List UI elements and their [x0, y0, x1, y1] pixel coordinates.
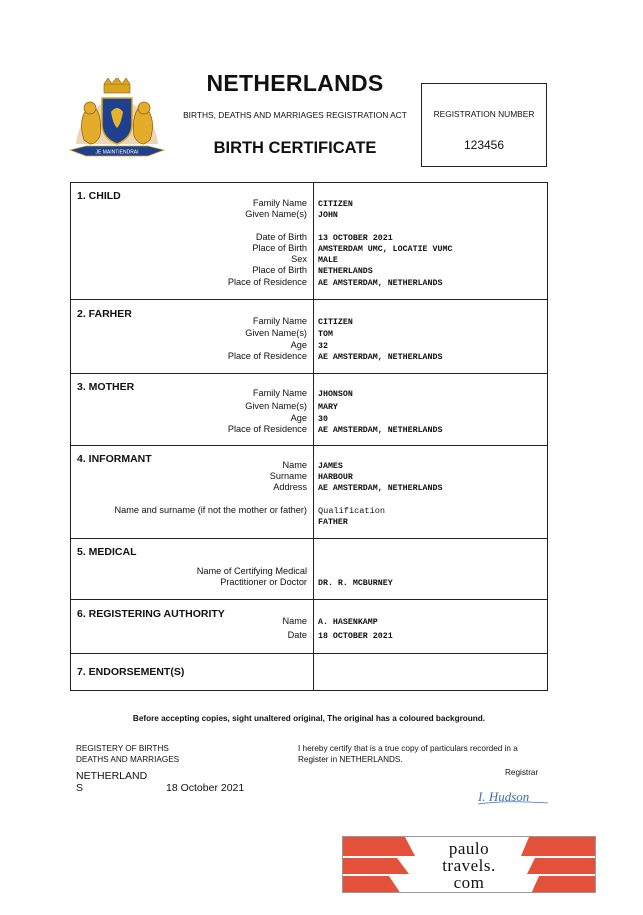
- brand-line: com: [453, 873, 485, 892]
- field-label: Sex: [291, 254, 307, 264]
- field-label: Place of Residence: [227, 424, 307, 434]
- brand-watermark: [342, 836, 596, 893]
- field-label: Name: [282, 616, 307, 626]
- registration-act: BIRTHS, DEATHS AND MARRIAGES REGISTRATION ACT: [183, 110, 407, 120]
- field-label: Date of Birth: [255, 232, 307, 242]
- field-value: AE AMSTERDAM, NETHERLANDS: [318, 279, 443, 288]
- field-label: Place of Birth: [252, 265, 307, 275]
- registration-number-value: 123456: [463, 138, 505, 152]
- certify-line: Register in NETHERLANDS.: [298, 754, 403, 764]
- certification-statement: [298, 744, 518, 765]
- registrar-label: Registrar: [505, 768, 539, 777]
- section-informant: [71, 446, 547, 539]
- field-label: Surname: [269, 471, 307, 481]
- field-value: TOM: [318, 330, 333, 339]
- section-title: 3. MOTHER: [77, 381, 135, 393]
- registrar-signature: [476, 785, 552, 807]
- registration-number-label: REGISTRATION NUMBER: [433, 109, 535, 119]
- field-label: Place of Residence: [227, 351, 307, 361]
- place-line: S: [76, 782, 84, 794]
- section-title: 5. MEDICAL: [77, 546, 137, 558]
- section-child: [71, 183, 547, 300]
- field-value: NETHERLANDS: [318, 267, 373, 276]
- field-value: AE AMSTERDAM, NETHERLANDS: [318, 426, 443, 435]
- field-label: Qualification: [318, 506, 386, 516]
- field-value: 13 OCTOBER 2021: [318, 234, 393, 243]
- field-label: Place of Residence: [227, 277, 307, 287]
- field-label: Age: [290, 413, 307, 423]
- field-value: MALE: [318, 256, 338, 265]
- field-label: Age: [290, 340, 307, 350]
- field-label: Practitioner or Doctor: [220, 577, 307, 587]
- field-value: JHONSON: [318, 390, 353, 399]
- field-label: Date: [287, 630, 307, 640]
- section-endorsements: [71, 654, 547, 690]
- registry-line: REGISTERY OF BIRTHS: [76, 744, 169, 753]
- place-line: NETHERLAND: [76, 770, 148, 782]
- field-value: A. HASENKAMP: [318, 618, 378, 627]
- brand-line: paulo: [448, 839, 490, 858]
- section-mother: [71, 374, 547, 446]
- registration-number-box: [421, 83, 547, 167]
- coat-of-arms-icon: [66, 78, 168, 162]
- original-notice: Before accepting copies, sight unaltered original, The original has a coloured background.: [132, 714, 486, 723]
- motto-text: JE MAINTIENDRAI: [95, 149, 139, 156]
- registry-line: DEATHS AND MARRIAGES: [76, 754, 180, 764]
- field-label: Name: [282, 460, 307, 470]
- section-title: 6. REGISTERING AUTHORITY: [77, 608, 225, 620]
- registry-name: [76, 744, 179, 765]
- field-value: MARY: [318, 403, 338, 412]
- field-label: Given Name(s): [245, 401, 307, 411]
- country-title: NETHERLANDS: [206, 70, 384, 96]
- section-title: 4. INFORMANT: [77, 453, 152, 465]
- field-value: DR. R. MCBURNEY: [318, 579, 393, 588]
- section-title: 2. FARHER: [77, 308, 132, 320]
- field-label: Given Name(s): [245, 209, 307, 219]
- section-registering-authority: [71, 600, 547, 654]
- field-value: JAMES: [318, 462, 343, 471]
- section-father: [71, 300, 547, 374]
- field-label: Place of Birth: [252, 243, 307, 253]
- certificate-table: [70, 182, 548, 691]
- certificate-title: BIRTH CERTIFICATE: [213, 139, 377, 157]
- issue-date: 18 October 2021: [166, 782, 245, 794]
- field-value: HARBOUR: [318, 473, 353, 482]
- svg-text:I. Hudson: I. Hudson: [478, 789, 530, 804]
- field-label: Name and surname (if not the mother or father): [114, 505, 307, 515]
- field-value: AMSTERDAM UMC, LOCATIE VUMC: [318, 245, 453, 254]
- section-title: 1. CHILD: [77, 190, 121, 202]
- field-label: Address: [273, 482, 307, 492]
- field-label: Family Name: [252, 388, 307, 398]
- registry-place: [76, 770, 147, 794]
- field-label: Given Name(s): [245, 328, 307, 338]
- section-medical: [71, 539, 547, 600]
- field-value: CITIZEN: [318, 200, 353, 209]
- section-title: 7. ENDORSEMENT(S): [77, 666, 185, 678]
- field-value: 32: [318, 342, 328, 351]
- field-value: FATHER: [318, 518, 348, 527]
- field-value: CITIZEN: [318, 318, 353, 327]
- field-label: Family Name: [252, 316, 307, 326]
- field-value: AE AMSTERDAM, NETHERLANDS: [318, 484, 443, 493]
- field-value: JOHN: [318, 211, 338, 220]
- field-label: Name of Certifying Medical: [196, 566, 307, 576]
- field-value: 30: [318, 415, 328, 424]
- brand-line: travels.: [442, 856, 496, 875]
- field-value: 18 OCTOBER 2021: [318, 632, 393, 641]
- field-label: Family Name: [252, 198, 307, 208]
- certify-line: I hereby certify that is a true copy of particulars recorded in a: [298, 744, 518, 753]
- field-value: AE AMSTERDAM, NETHERLANDS: [318, 353, 443, 362]
